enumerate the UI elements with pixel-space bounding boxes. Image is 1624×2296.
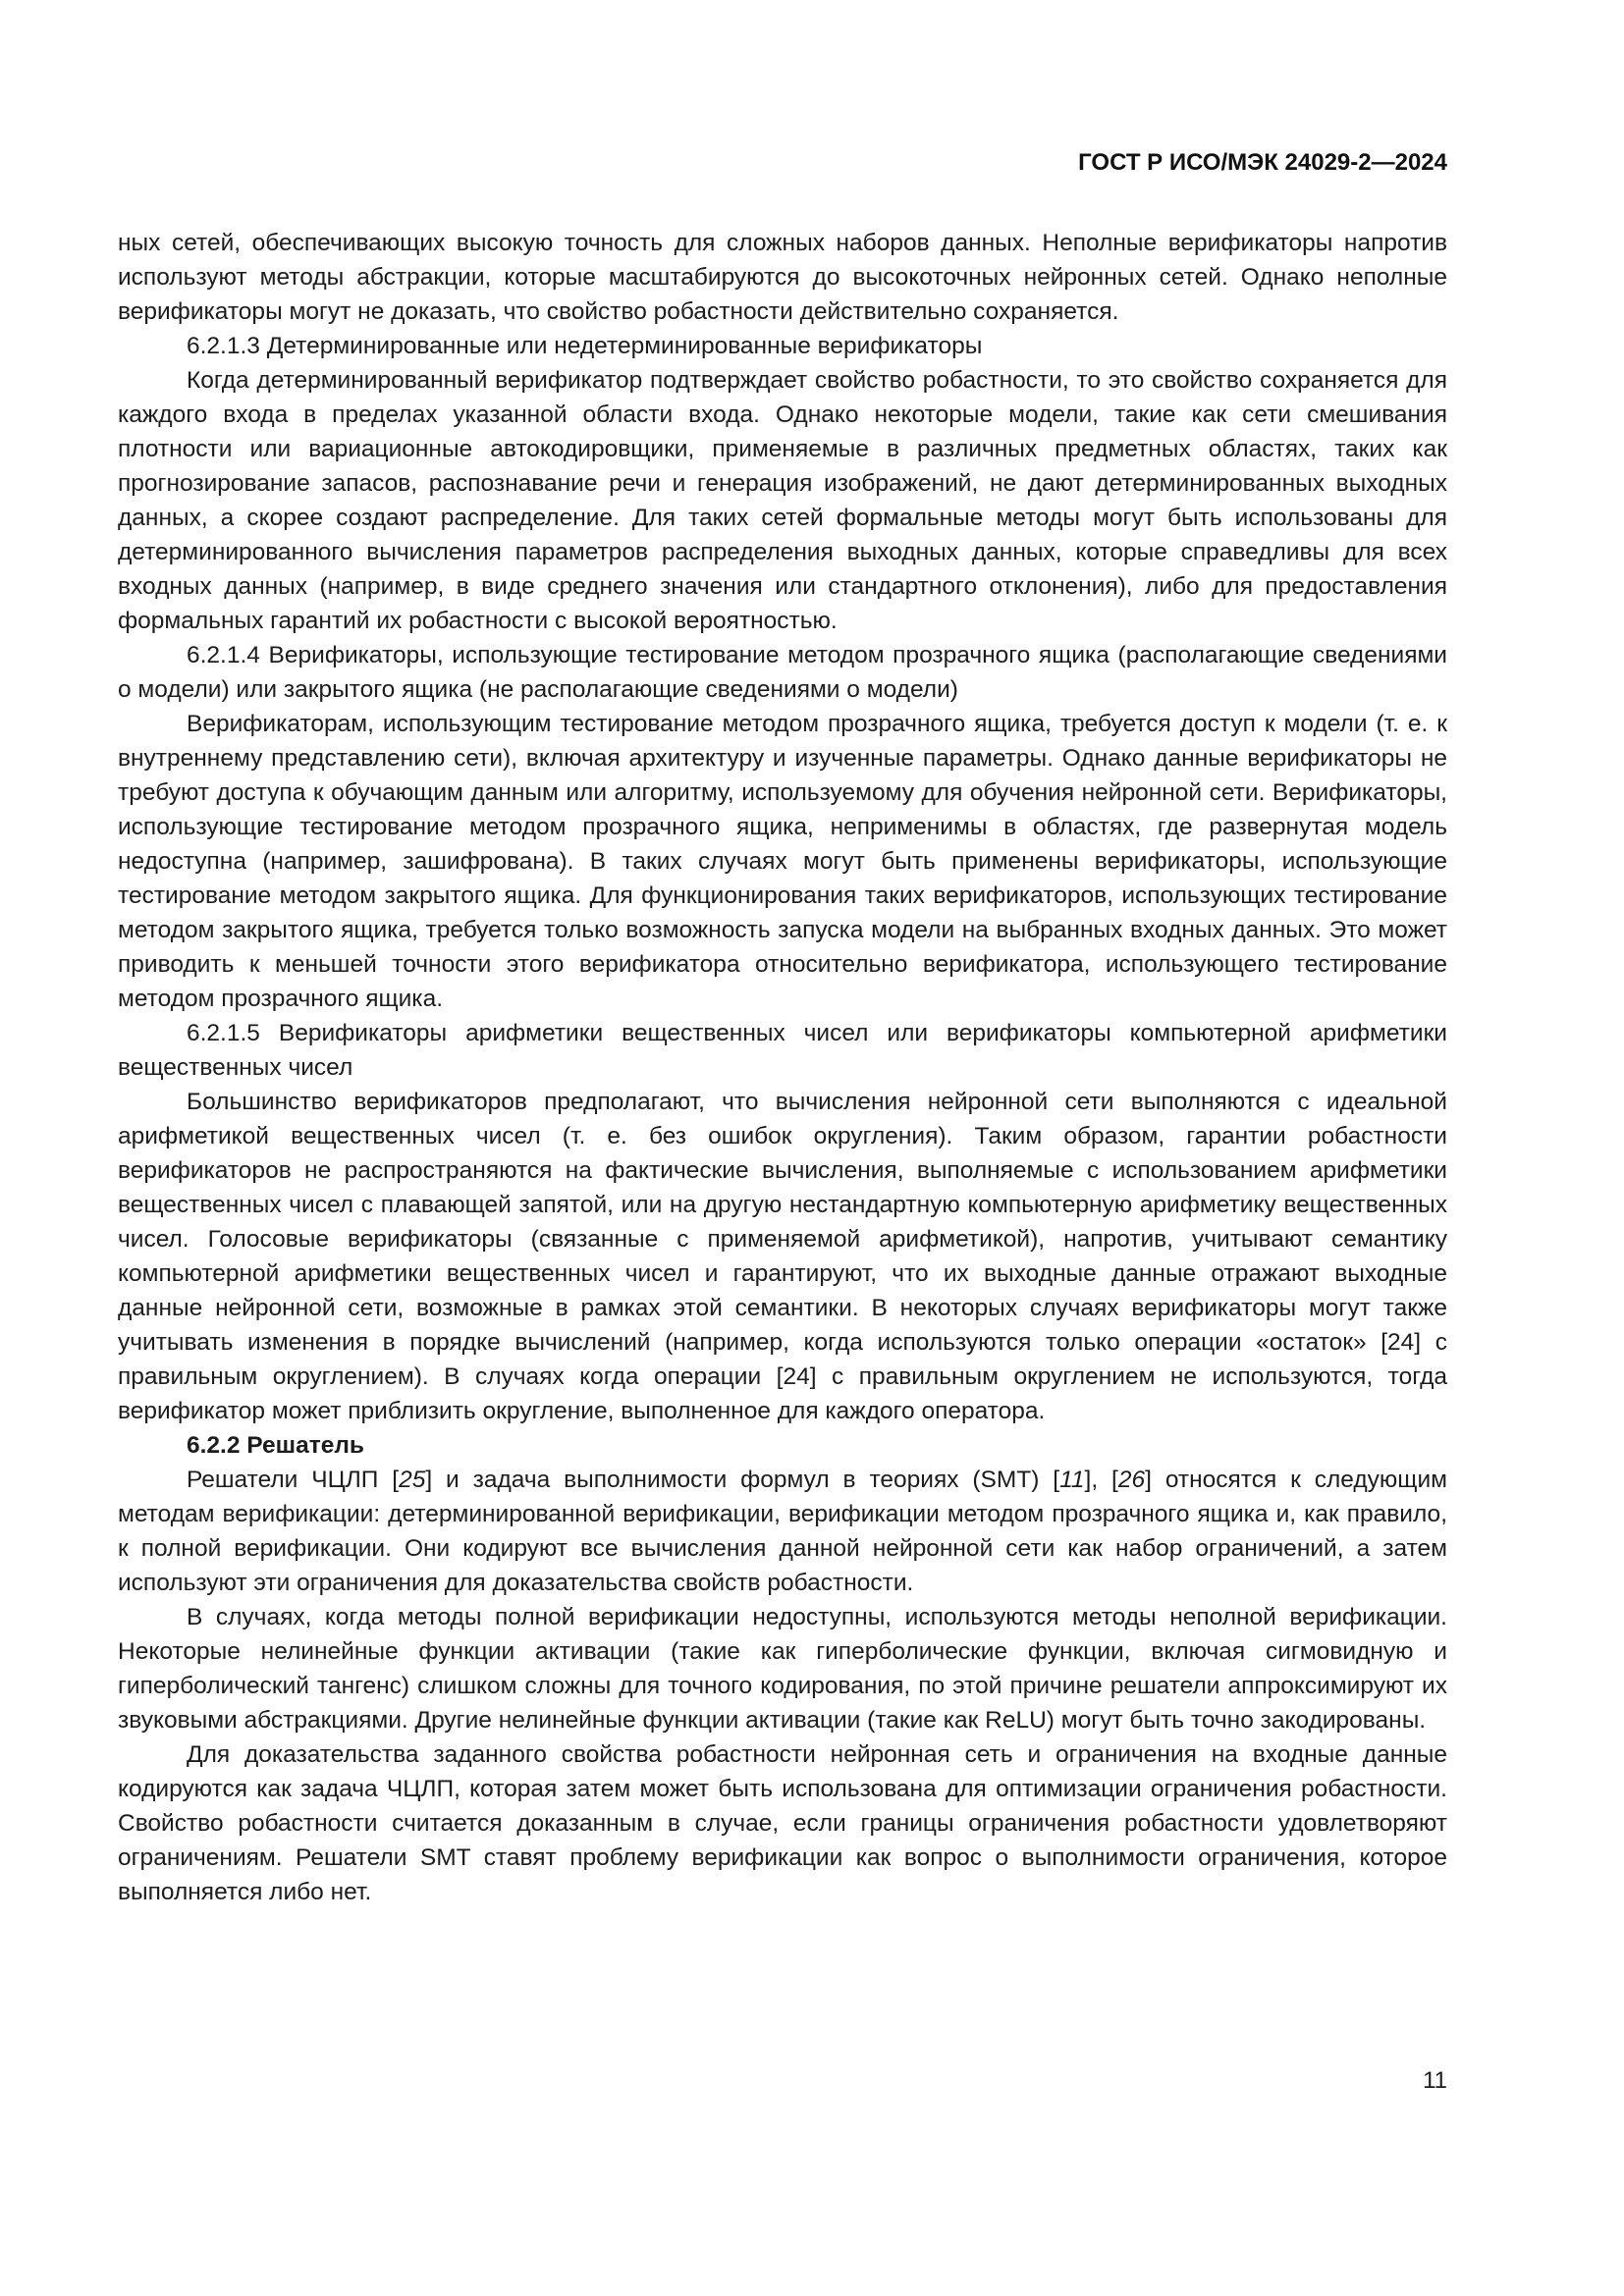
paragraph-deterministic: Когда детерминированный верификатор подтверждает свойство робастности, то это свойство сохраняется для каждого входа в пределах указанной области входа. Однако некоторые модели, такие как сети смешивания плотности или вариационные автокодировщики, применяемые в различных предметных областях, таких как прогнозирование запасов, распознавание речи и генерация изображений, не дают детерминированных выходных данных, а скорее создают распределение. Для таких сетей формальные методы могут быть использованы для детерминированного вычисления параметров распределения выходных данных, которые справедливы для всех входных данных (например, в виде среднего значения или стандартного отклонения), либо для предоставления формальных гарантий их робастности с высокой вероятностью. [118,367,1447,634]
solvers-text-part-2: ] и задача выполнимости формул в теориях (SMT) [ [425,1467,1060,1493]
solvers-text-part-1: Решатели ЧЦЛП [ [187,1467,400,1493]
paragraph-solvers [118,1463,1447,1600]
solvers-text-part-3: ], [ [1084,1467,1118,1493]
section-heading-6-2-2: 6.2.2 Решатель [187,1432,364,1459]
subsection-heading-6-2-1-5: 6.2.1.5 Верификаторы арифметики вещественных чисел или верификаторы компьютерной арифметики вещественных чисел [118,1020,1447,1081]
document-code-header: ГОСТ Р ИСО/МЭК 24029-2—2024 [1078,149,1447,176]
paragraph-continuation: ных сетей, обеспечивающих высокую точность для сложных наборов данных. Неполные верификаторы напротив используют методы абстракции, которые масштабируются до высокоточных нейронных сетей. Однако неполные верификаторы могут не доказать, что свойство робастности действительно сохраняется. [118,230,1447,325]
body-text [118,226,1447,1909]
subsection-heading-6-2-1-3: 6.2.1.3 Детерминированные или недетерминированные верификаторы [187,333,983,359]
paragraph-incomplete-verification: В случаях, когда методы полной верификации недоступны, используются методы неполной верификации. Некоторые нелинейные функции активации (такие как гиперболические функции, включая сигмовидную и гиперболический тангенс) слишком сложны для точного кодирования, по этой причине решатели аппроксимируют их звуковыми абстракциями. Другие нелинейные функции активации (такие как ReLU) могут быть точно закодированы. [118,1604,1447,1734]
paragraph-whitebox: Верификаторам, использующим тестирование методом прозрачного ящика, требуется доступ к модели (т. е. к внутреннему представлению сети), включая архитектуру и изученные параметры. Однако данные верификаторы не требуют доступа к обучающим данным или алгоритму, используемому для обучения нейронной сети. Верификаторы, использующие тестирование методом прозрачного ящика, неприменимы в областях, где развернутая модель недоступна (например, зашифрована). В таких случаях могут быть применены верификаторы, использующие тестирование методом закрытого ящика. Для функционирования таких верификаторов, использующих тестирование методом закрытого ящика, требуется только возможность запуска модели на выбранных входных данных. Это может приводить к меньшей точности этого верификатора относительно верификатора, использующего тестирование методом прозрачного ящика. [118,711,1447,1012]
paragraph-real-arithmetic: Большинство верификаторов предполагают, что вычисления нейронной сети выполняются с идеальной арифметикой вещественных чисел (т. е. без ошибок округления). Таким образом, гарантии робастности верификаторов не распространяются на фактические вычисления, выполняемые с использованием арифметики вещественных чисел с плавающей запятой, или на другую нестандартную компьютерную арифметику вещественных чисел. Голосовые верификаторы (связанные с применяемой арифметикой), напротив, учитывают семантику компьютерной арифметики вещественных чисел и гарантируют, что их выходные данные отражают выходные данные нейронной сети, возможные в рамках этой семантики. В некоторых случаях верификаторы могут также учитывать изменения в порядке вычислений (например, когда используются только операции «остаток» [24] с правильным округлением). В случаях когда операции [24] с правильным округлением не используются, тогда верификатор может приблизить округление, выполненное для каждого оператора. [118,1089,1447,1424]
reference-25: 25 [399,1467,426,1493]
solvers-text-part-4: ] относятся к следующим методам верификации: детерминированной верификации, верификации методом прозрачного ящика и, как правило, к полной верификации. Они кодируют все вычисления данной нейронной сети как набор ограничений, а затем используют эти ограничения для доказательства свойств робастности. [118,1467,1447,1596]
paragraph-milp-smt: Для доказательства заданного свойства робастности нейронная сеть и ограничения на входные данные кодируются как задача ЧЦЛП, которая затем может быть использована для оптимизации ограничения робастности. Свойство робастности считается доказанным в случае, если границы ограничения робастности удовлетворяют ограничениям. Решатели SMT ставят проблему верификации как вопрос о выполнимости ограничения, которое выполняется либо нет. [118,1741,1447,1905]
subsection-heading-6-2-1-4: 6.2.1.4 Верификаторы, использующие тестирование методом прозрачного ящика (располагающие сведениями о модели) или закрытого ящика (не располагающие сведениями о модели) [118,642,1447,703]
reference-26: 26 [1117,1467,1146,1493]
reference-11: 11 [1059,1467,1085,1493]
page-number: 11 [1423,2067,1447,2094]
